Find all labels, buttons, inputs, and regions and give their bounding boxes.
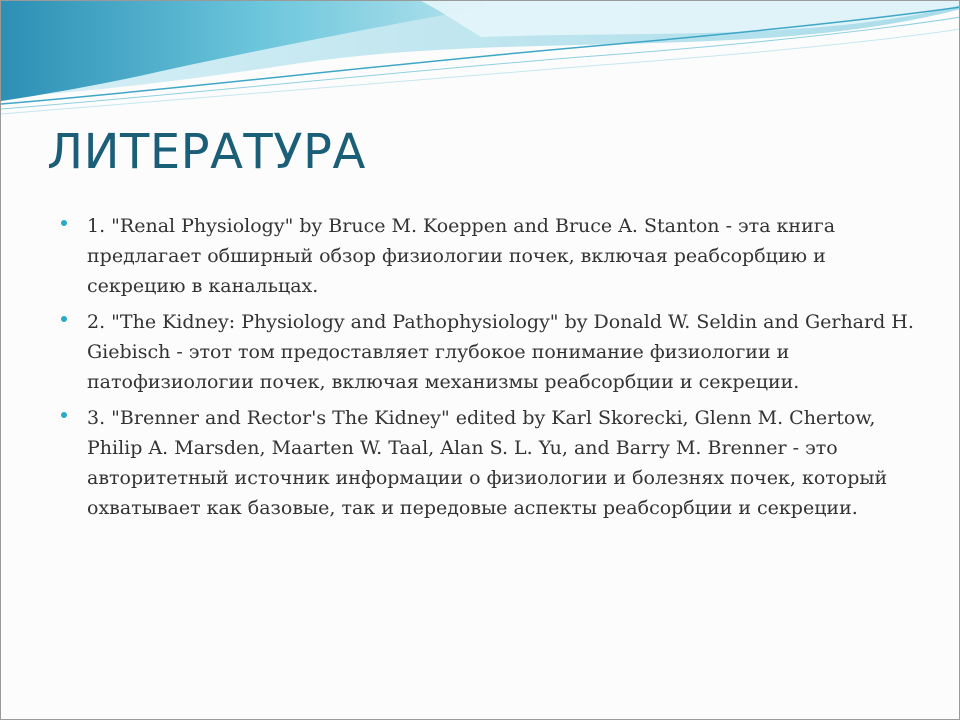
list-item xyxy=(61,211,921,301)
bullet-dot-icon xyxy=(61,412,67,418)
slide-title: ЛИТЕРАТУРА xyxy=(47,124,366,180)
bibliography-list xyxy=(61,211,921,529)
list-item-text: 1. "Renal Physiology" by Bruce M. Koeppen and Bruce A. Stanton - эта книга предлагает обширный обзор физиологии почек, включая реабсорбцию и секрецию в канальцах. xyxy=(87,215,836,297)
list-item-text: 2. "The Kidney: Physiology and Pathophysiology" by Donald W. Seldin and Gerhard H. Giebisch - этот том предоставляет глубокое понимание физиологии и патофизиологии почек, включая механизмы реабсорбции и секреции. xyxy=(87,311,914,393)
header-wave-decoration xyxy=(1,1,960,121)
bullet-dot-icon xyxy=(61,220,67,226)
list-item xyxy=(61,307,921,397)
list-item xyxy=(61,403,921,523)
bullet-dot-icon xyxy=(61,316,67,322)
list-item-text: 3. "Brenner and Rector's The Kidney" edited by Karl Skorecki, Glenn M. Chertow, Philip A. Marsden, Maarten W. Taal, Alan S. L. Yu, and Barry M. Brenner - это авторитетный источник информации о физиологии и болезнях почек, который охватывает как базовые, так и передовые аспекты реабсорбции и секреции. xyxy=(87,407,888,519)
